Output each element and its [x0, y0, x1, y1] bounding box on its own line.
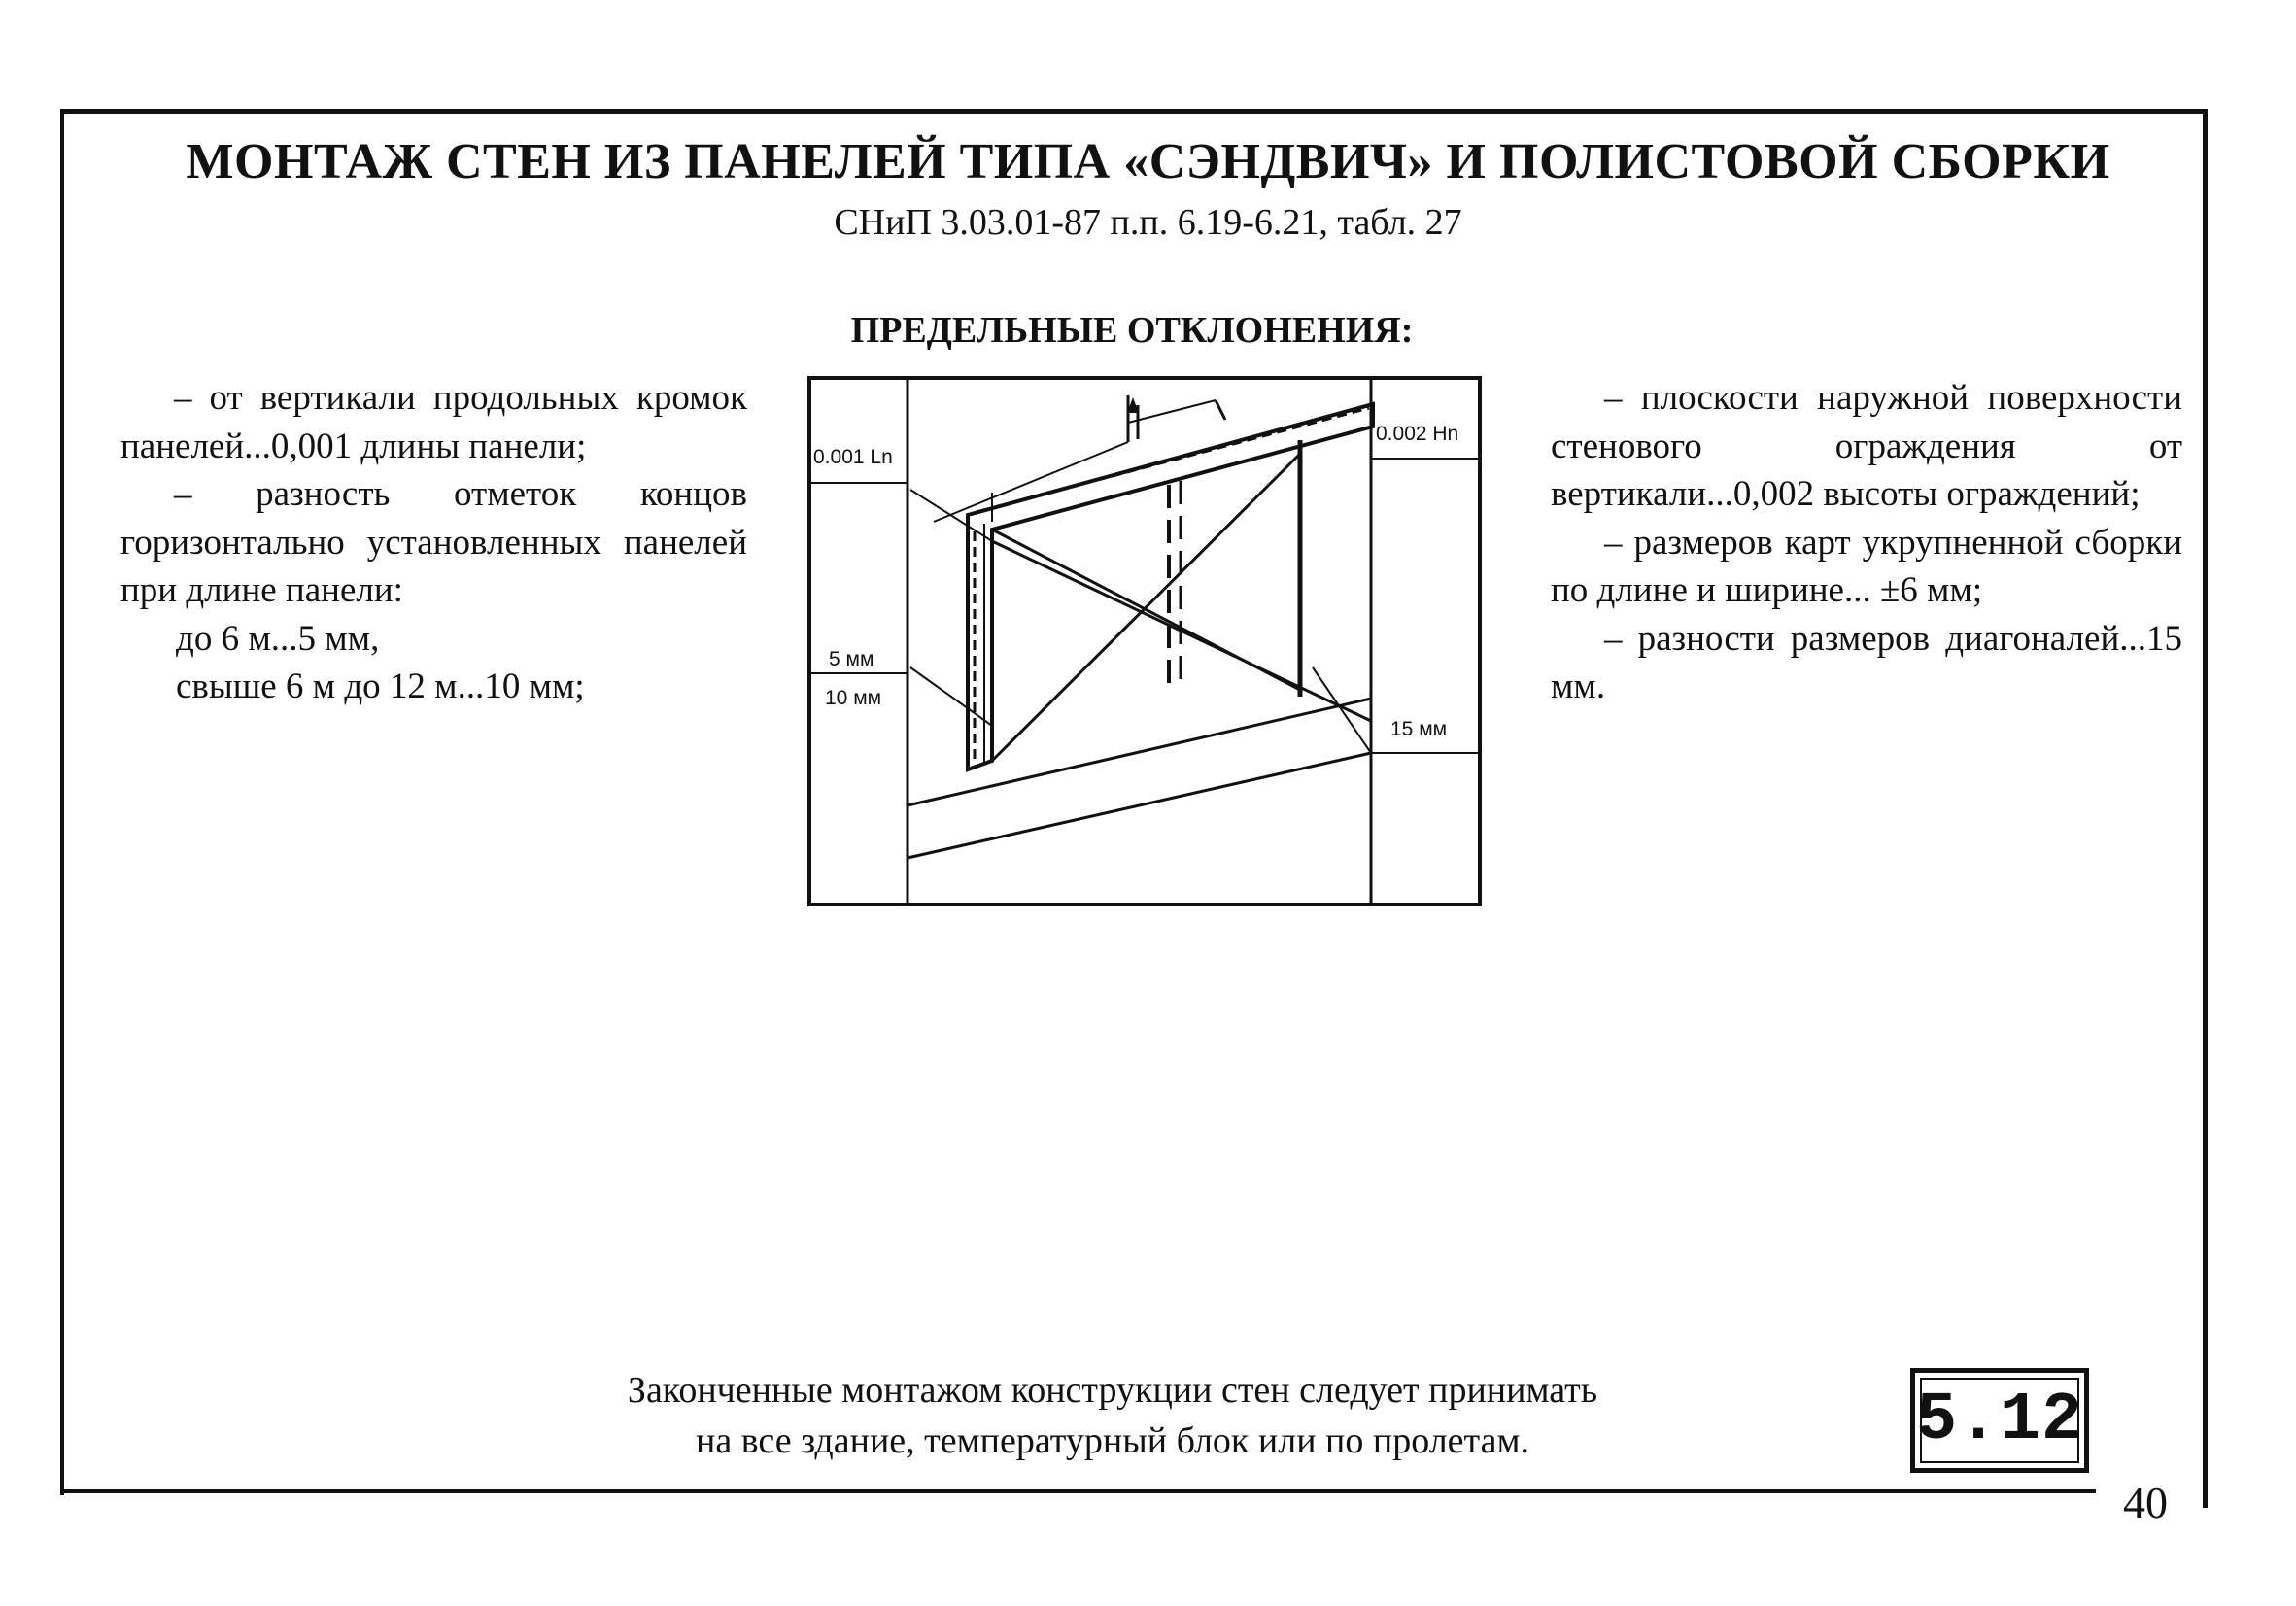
- frame-left-border: [60, 109, 64, 1495]
- left-paragraph-1: – от вертикали продольных кромок панелей...0,001 длины панели;: [120, 378, 747, 466]
- frame-bottom-border: [60, 1489, 2096, 1493]
- left-column: [120, 374, 747, 711]
- label-5mm: 5 мм: [829, 648, 874, 670]
- right-paragraph-1: – плоскости наружной поверхности стенового ограждения от вертикали...0,002 высоты ограждений;: [1551, 378, 2182, 514]
- label-10mm: 10 мм: [825, 687, 882, 709]
- page-title: МОНТАЖ СТЕН ИЗ ПАНЕЛЕЙ ТИПА «СЭНДВИЧ» И ПОЛИСТОВОЙ СБОРКИ: [186, 134, 2110, 189]
- frame-top-border: [60, 109, 2206, 114]
- left-list-item-1: до 6 м...5 мм,: [176, 618, 380, 659]
- section-number: 5.12: [1920, 1378, 2079, 1463]
- footnote-line-2: на все здание, температурный блок или по пролетам.: [695, 1420, 1530, 1461]
- section-number-badge: [1910, 1368, 2089, 1473]
- frame-right-border: [2203, 109, 2208, 1508]
- right-paragraph-2: – размеров карт укрупненной сборки по длине и ширине... ±6 мм;: [1551, 522, 2182, 610]
- page-number: 40: [2123, 1478, 2168, 1527]
- section-title: ПРЕДЕЛЬНЫЕ ОТКЛОНЕНИЯ:: [850, 310, 1414, 351]
- footnote: [505, 1365, 1720, 1466]
- right-paragraph-3: – разности размеров диагоналей...15 мм.: [1551, 618, 2182, 706]
- page-subtitle: СНиП 3.03.01-87 п.п. 6.19-6.21, табл. 27: [834, 202, 1462, 243]
- right-column: [1551, 374, 2182, 711]
- left-list-item-2: свыше 6 м до 12 м...10 мм;: [176, 666, 585, 706]
- footnote-line-1: Законченные монтажом конструкции стен следует принимать: [627, 1370, 1598, 1411]
- label-hn: 0.002 Hn: [1376, 423, 1459, 445]
- wall-panel-diagram: [807, 376, 1482, 906]
- label-ln: 0.001 Ln: [813, 446, 893, 468]
- left-paragraph-2: – разность отметок концов горизонтально установленных панелей при длине панели:: [120, 474, 747, 610]
- label-15mm: 15 мм: [1390, 718, 1448, 740]
